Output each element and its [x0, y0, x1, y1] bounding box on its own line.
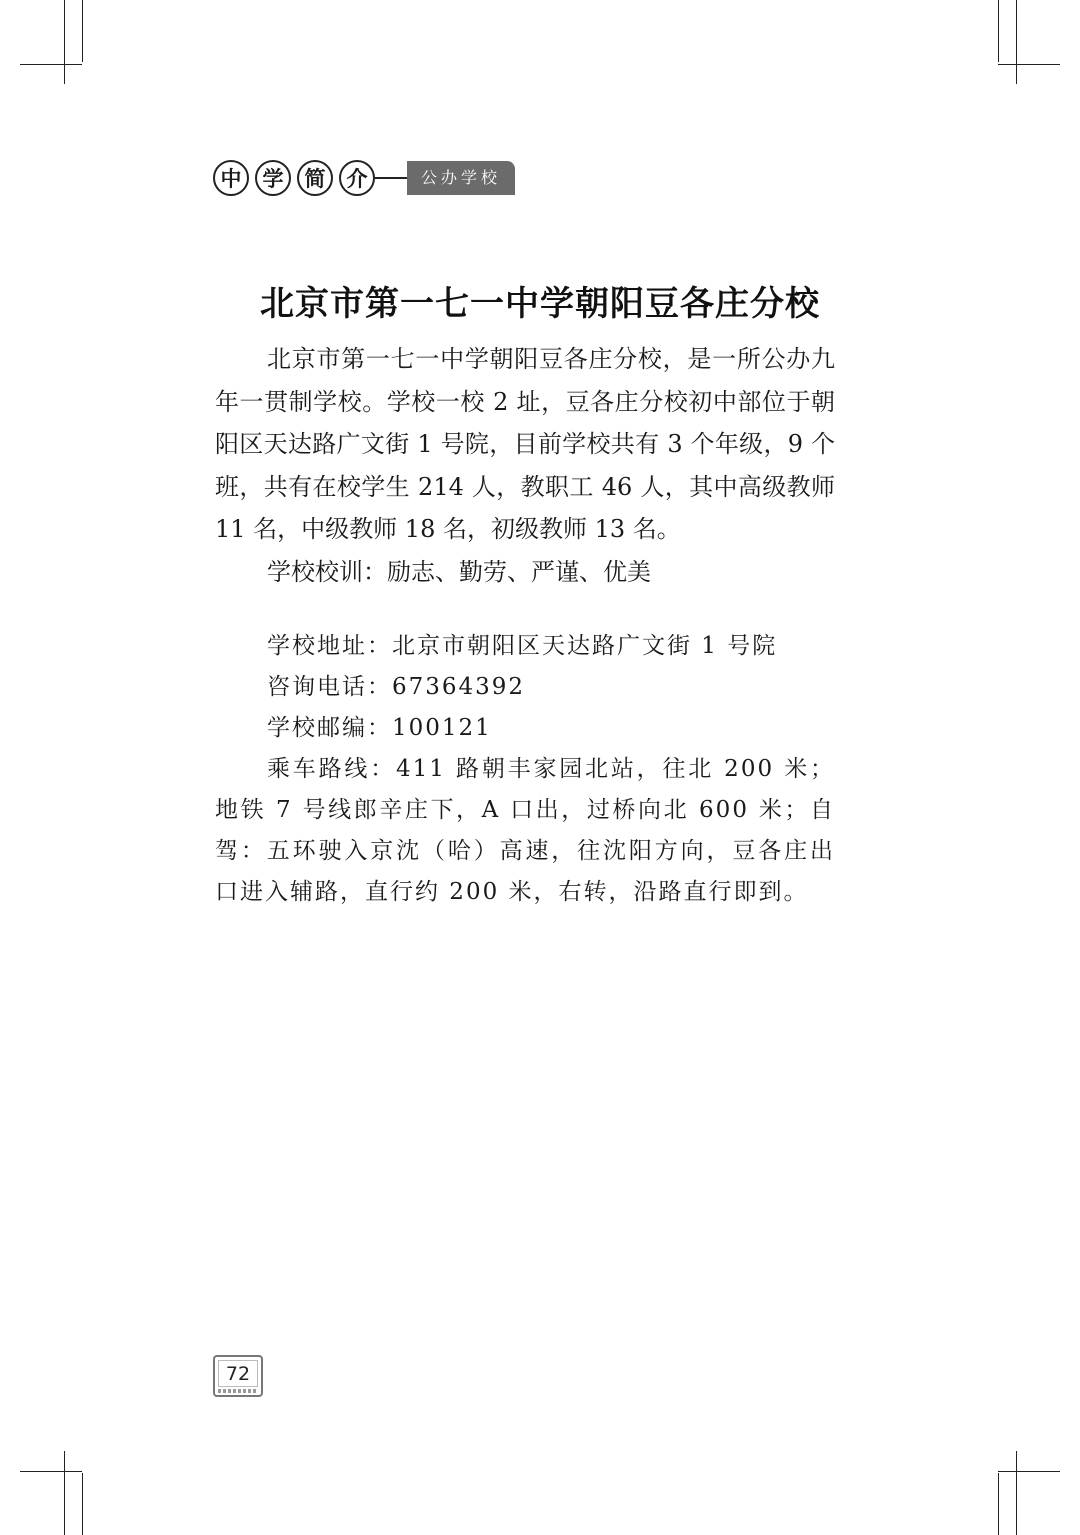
section-header: [213, 158, 515, 198]
school-info: [215, 626, 835, 913]
intro-text: [215, 338, 835, 593]
intro-paragraph: 北京市第一七一中学朝阳豆各庄分校，是一所公办九年一贯制学校。学校一校 2 址，豆各庄分校初中部位于朝阳区天达路广文街 1 号院，目前学校共有 3 个年级，9 个班，共有在校学生 214 人，教职工 46 人，其中高级教师 11 名，中级教师 18 名，初级教师 13 名。: [215, 345, 835, 543]
school-phone: 咨询电话：67364392: [267, 674, 526, 700]
crop-mark: [20, 64, 82, 65]
crop-mark: [1016, 1451, 1017, 1535]
school-address: 学校地址：北京市朝阳区天达路广文街 1 号院: [267, 633, 778, 659]
page-title: 北京市第一七一中学朝阳豆各庄分校: [260, 284, 820, 324]
crop-mark: [64, 1451, 65, 1535]
header-circle-char: 介: [339, 160, 375, 196]
page-number: 72: [218, 1360, 258, 1387]
crop-mark: [64, 0, 65, 84]
header-circle-char: 简: [297, 160, 333, 196]
crop-mark: [20, 1471, 82, 1472]
crop-mark: [82, 1473, 83, 1535]
crop-mark: [998, 1473, 999, 1535]
transit-route: 乘车路线：411 路朝丰家园北站，往北 200 米；地铁 7 号线郎辛庄下，A 口出，过桥向北 600 米；自驾：五环驶入京沈（哈）高速，往沈阳方向，豆各庄出口进入辅路，直行约 200 米，右转，沿路直行即到。: [215, 756, 835, 905]
crop-mark: [998, 64, 1060, 65]
header-divider-line: [375, 177, 407, 179]
header-circle-char: 中: [213, 160, 249, 196]
crop-mark: [998, 0, 999, 62]
page-number-badge: [213, 1355, 263, 1397]
header-circle-char: 学: [255, 160, 291, 196]
crop-mark: [1016, 0, 1017, 84]
crop-mark: [82, 0, 83, 62]
school-postcode: 学校邮编：100121: [267, 715, 492, 741]
header-category-tag: 公办学校: [407, 161, 515, 195]
school-motto: 学校校训：励志、勤劳、严谨、优美: [267, 557, 651, 586]
book-icon: [218, 1389, 258, 1393]
crop-mark: [998, 1471, 1060, 1472]
